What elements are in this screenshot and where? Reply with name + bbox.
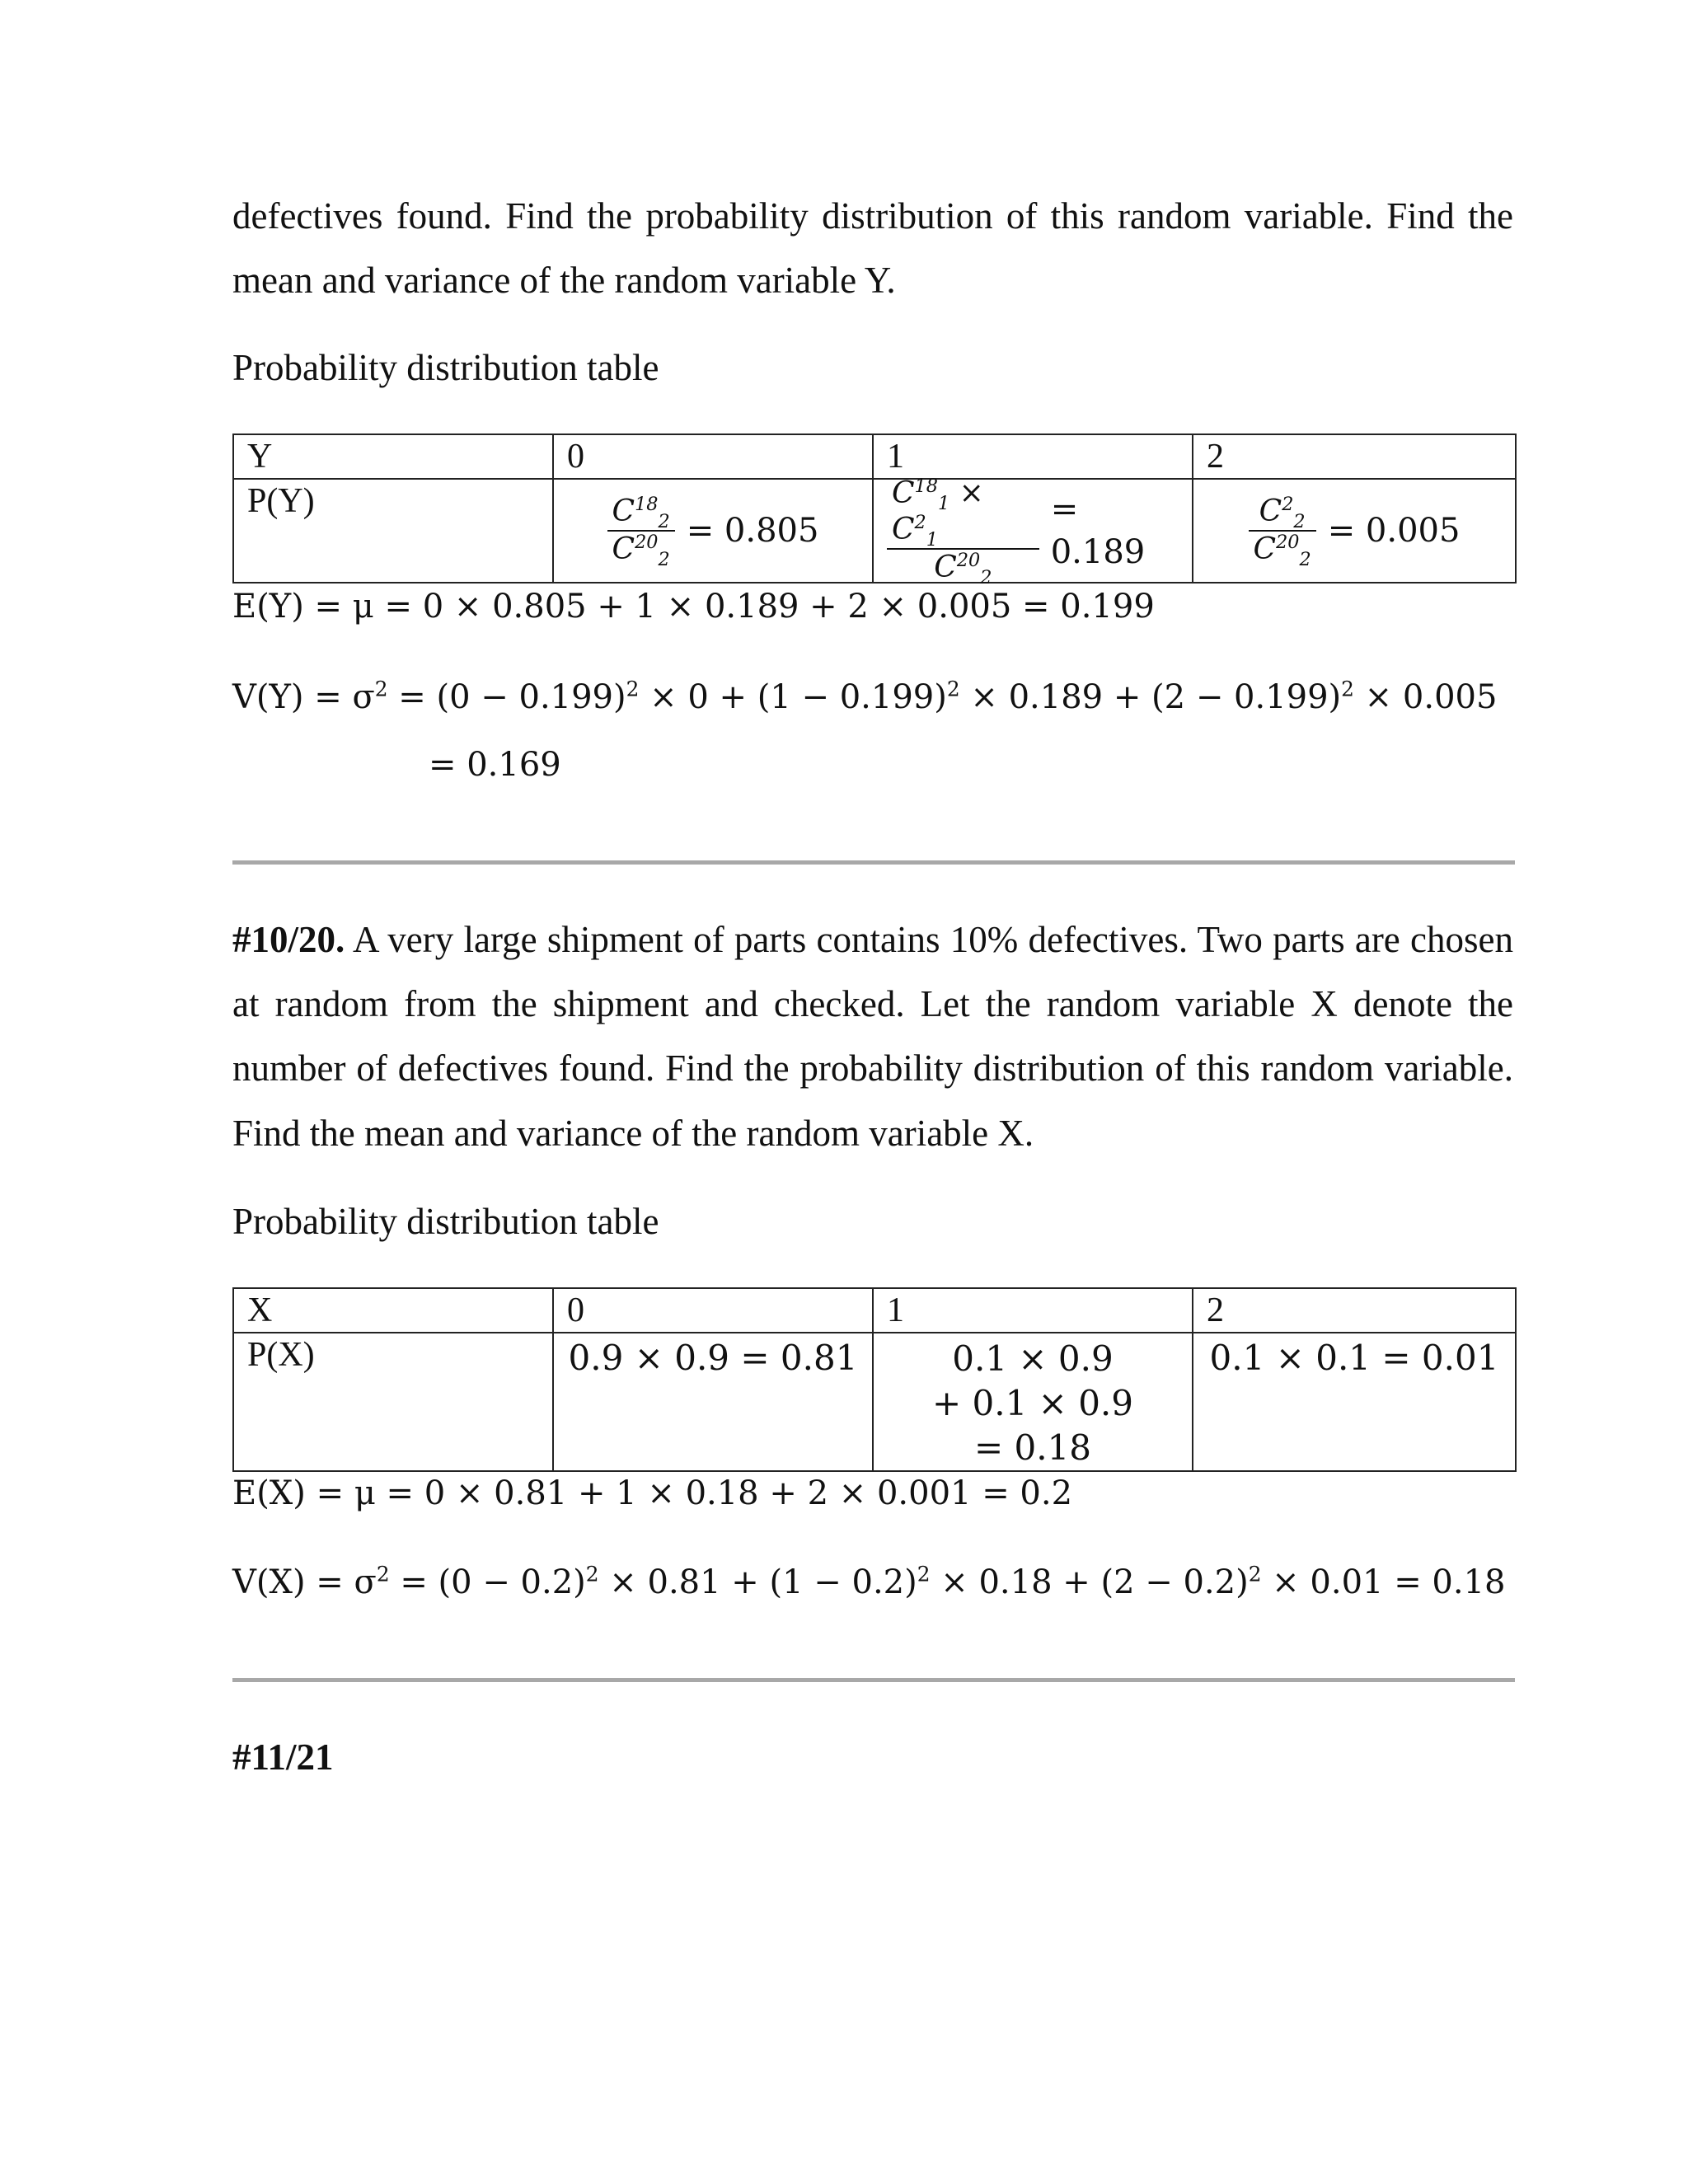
table-x-cell-2: 0.1 × 0.1 = 0.01 bbox=[1193, 1333, 1516, 1471]
table-x-value-2: 2 bbox=[1193, 1288, 1516, 1333]
table-x-heading: Probability distribution table bbox=[232, 1201, 659, 1242]
mean-y-equation: E(Y) = μ = 0 × 0.805 + 1 × 0.189 + 2 × 0.005 = 0.199 bbox=[232, 588, 1155, 626]
table-y-result-2: = 0.005 bbox=[1327, 512, 1461, 550]
table-x-row-label: P(X) bbox=[233, 1333, 553, 1471]
table-x-header-row bbox=[233, 1288, 1516, 1333]
problem-10-line-4: Find the mean and variance of the random variable X. bbox=[232, 1113, 1034, 1154]
table-y-result-0: = 0.805 bbox=[686, 512, 819, 550]
table-x-probability-row bbox=[233, 1333, 1516, 1471]
table-y-result-1: = 0.189 bbox=[1050, 490, 1146, 571]
table-y-heading: Probability distribution table bbox=[232, 347, 659, 388]
intro-line-2: mean and variance of the random variable Y. bbox=[232, 260, 896, 301]
fraction: $\frac{C^{18}_1 \times C^2_1}{C^{20}_2}$ bbox=[887, 476, 1039, 586]
intro-line-1: defectives found. Find the probability distribution of this random variable. Find the bbox=[232, 195, 1513, 237]
table-x-value-0: 0 bbox=[553, 1288, 873, 1333]
problem-11-number: #11/21 bbox=[232, 1736, 334, 1778]
table-y-value-1: 1 bbox=[873, 434, 1193, 479]
table-y-header-row bbox=[233, 434, 1516, 479]
variance-x-equation: $V(X) = \sigma^2 = (0 - 0.2)^2 \times 0.81 + (1 - 0.2)^2 \times 0.18 + (2 - 0.2)^2 \times 0.01 = 0.18$ bbox=[232, 1562, 1506, 1601]
table-x-header-label: X bbox=[233, 1288, 553, 1333]
variance-y-equation: $V(Y) = \sigma^2 = (0 - 0.199)^2 \times 0 + (1 - 0.199)^2 \times 0.189 + (2 - 0.199)^2 \times 0.005$ bbox=[232, 677, 1498, 716]
table-y-value-0: 0 bbox=[553, 434, 873, 479]
table-y-cell-2 bbox=[1193, 479, 1516, 583]
variance-y-result: = 0.169 bbox=[429, 746, 561, 784]
section-divider bbox=[232, 860, 1515, 865]
fraction: $\frac{C^{18}_2}{C^{20}_2}$ bbox=[607, 494, 675, 568]
problem-10-line-1: #10/20. A very large shipment of parts contains 10% defectives. Two parts are chosen bbox=[232, 919, 1513, 960]
table-x-value-1: 1 bbox=[873, 1288, 1193, 1333]
table-y-row-label: P(Y) bbox=[233, 479, 553, 583]
table-x-cell-0: 0.9 × 0.9 = 0.81 bbox=[553, 1333, 873, 1471]
table-y-cell-1 bbox=[873, 476, 1193, 589]
table-y-probability-row bbox=[233, 479, 1516, 583]
section-divider bbox=[232, 1678, 1515, 1682]
table-x-cell-1: 0.1 × 0.9 + 0.1 × 0.9 = 0.18 bbox=[873, 1333, 1193, 1471]
table-y-cell-0 bbox=[553, 479, 873, 583]
problem-10-line-3: number of defectives found. Find the probability distribution of this random variable. bbox=[232, 1047, 1513, 1089]
table-y-header-label: Y bbox=[233, 434, 553, 479]
probability-table-y bbox=[232, 434, 1517, 589]
fraction: $\frac{C^2_2}{C^{20}_2}$ bbox=[1249, 494, 1316, 568]
table-y-value-2: 2 bbox=[1193, 434, 1516, 479]
problem-10-line-2: at random from the shipment and checked. Let the random variable X denote the bbox=[232, 983, 1513, 1024]
probability-table-x bbox=[232, 1287, 1517, 1472]
mean-x-equation: E(X) = μ = 0 × 0.81 + 1 × 0.18 + 2 × 0.001 = 0.2 bbox=[232, 1474, 1073, 1512]
